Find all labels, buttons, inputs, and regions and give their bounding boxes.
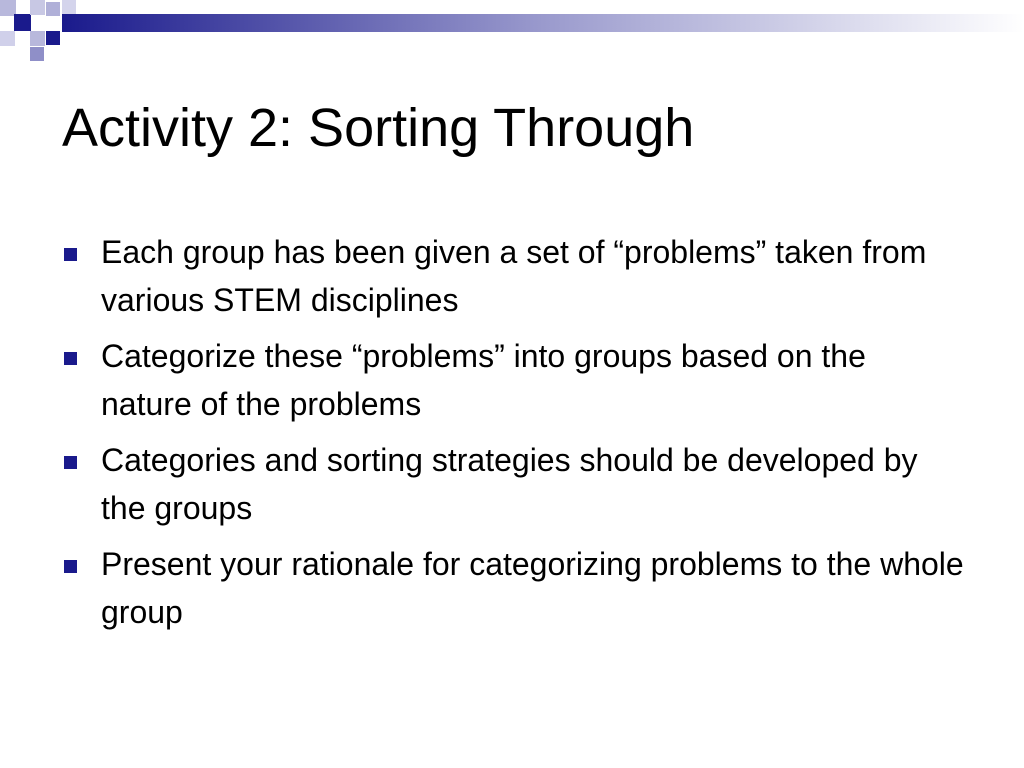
list-item <box>64 436 964 532</box>
bullet-text: Each group has been given a set of “problems” taken from various STEM disciplines <box>101 234 927 318</box>
bullet-text: Categories and sorting strategies should be developed by the groups <box>101 442 918 526</box>
bullet-text: Present your rationale for categorizing problems to the whole group <box>101 546 964 630</box>
bullet-text: Categorize these “problems” into groups based on the nature of the problems <box>101 338 866 422</box>
header-gradient-bar <box>62 14 1024 32</box>
bullet-list <box>64 228 964 644</box>
square-bullet-icon <box>64 456 77 469</box>
square-bullet-icon <box>64 248 77 261</box>
list-item <box>64 228 964 324</box>
square-bullet-icon <box>64 560 77 573</box>
slide-title: Activity 2: Sorting Through <box>62 98 695 158</box>
list-item <box>64 332 964 428</box>
list-item <box>64 540 964 636</box>
square-bullet-icon <box>64 352 77 365</box>
header-decoration <box>0 0 1024 62</box>
